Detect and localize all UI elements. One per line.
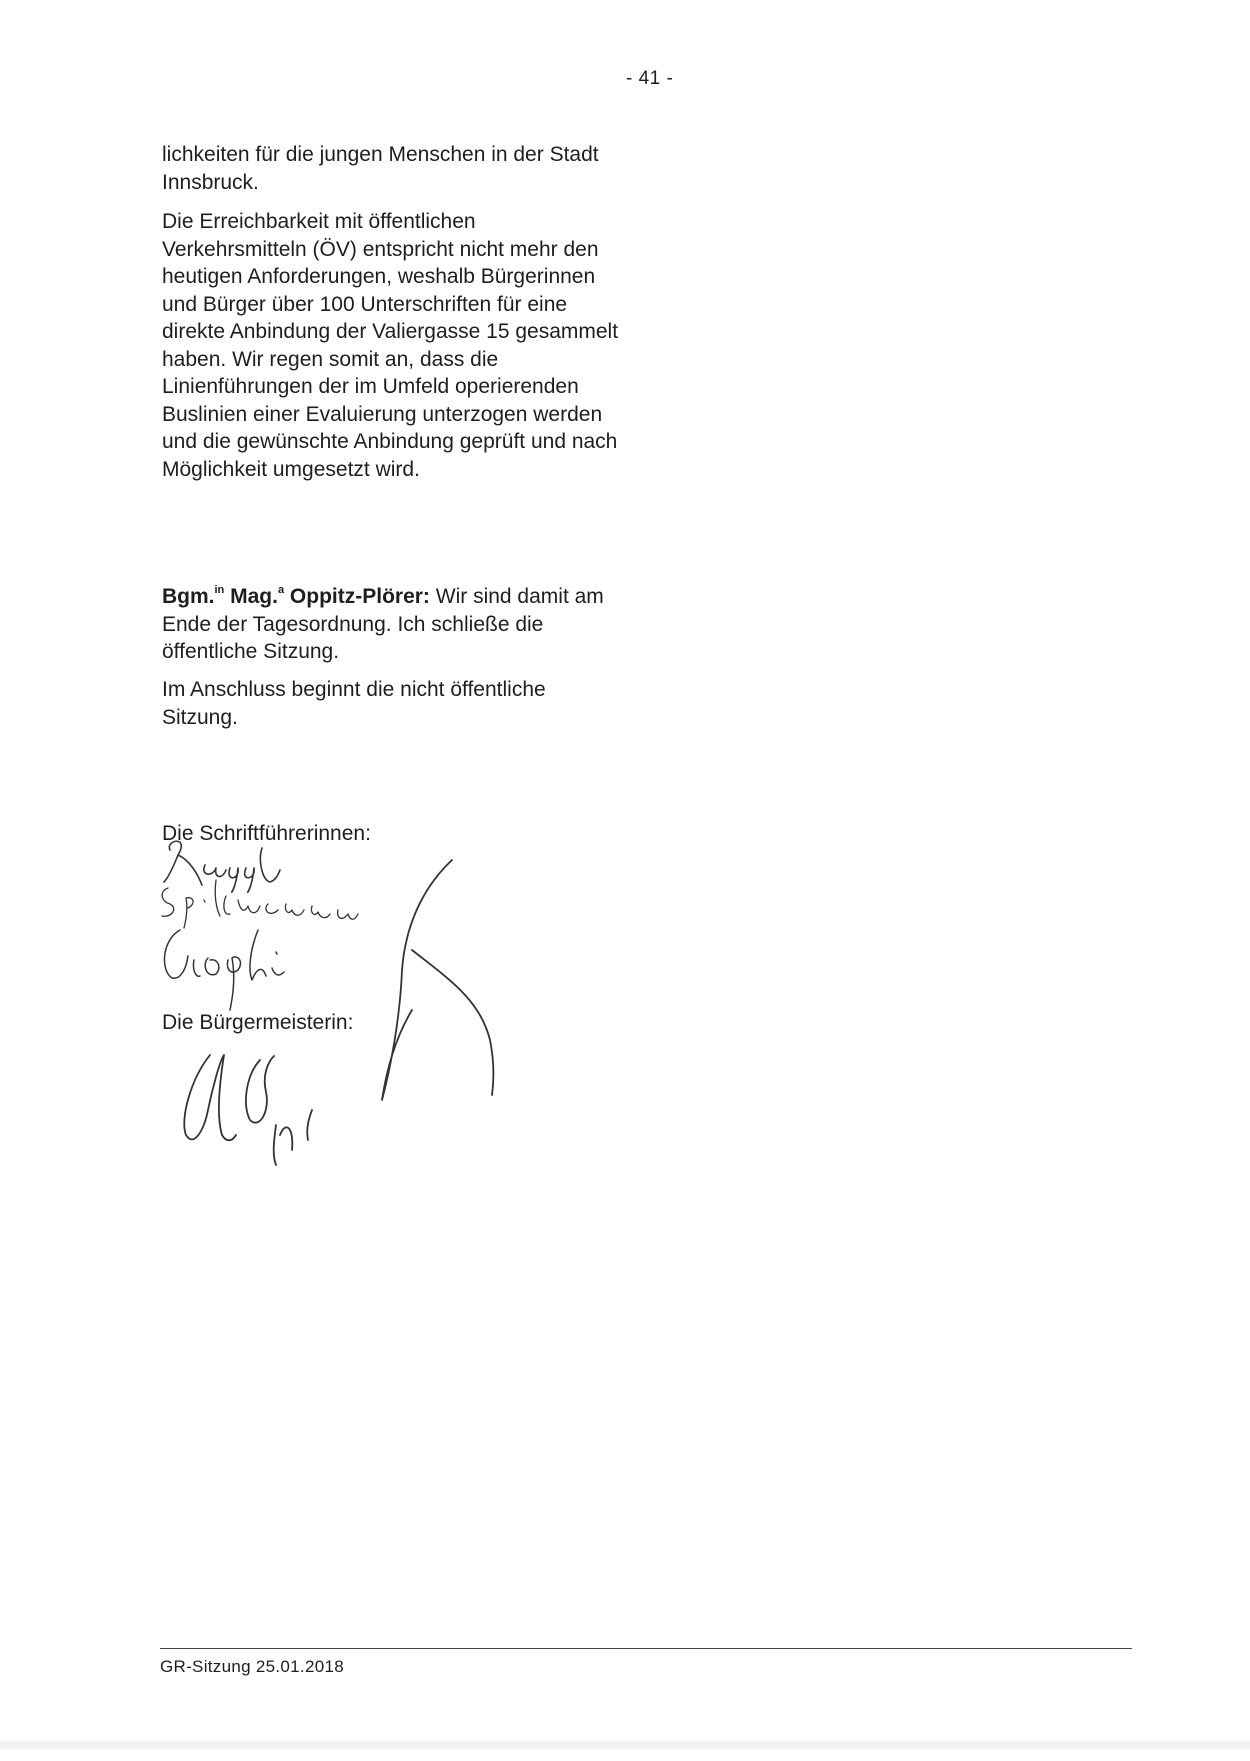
speaker-statement: Wir sind damit am Ende der Tagesordnung. Ich schließe die öffentliche Sitzung.: [162, 585, 604, 663]
footer-text: GR-Sitzung 25.01.2018: [160, 1657, 344, 1676]
paragraph-1-text: lichkeiten für die jungen Menschen in der Stadt Innsbruck.: [162, 143, 599, 194]
paragraph-3-text: [162, 583, 622, 666]
speaker-degree: Mag.: [224, 585, 278, 608]
paragraph-3: [162, 583, 622, 666]
signature-raggl: [164, 841, 280, 892]
signature-giorgi: [164, 930, 284, 1010]
speaker-title: Bgm.: [162, 585, 215, 608]
signature-mayor: [184, 860, 493, 1165]
speaker-surname: Oppitz-Plörer:: [284, 585, 430, 608]
paragraph-4: [162, 676, 622, 731]
speaker-degree-sup: a: [277, 584, 285, 596]
signature-spielmann: [162, 880, 358, 928]
signature-label-mayor: Die Bürgermeisterin:: [162, 1011, 354, 1034]
paragraph-2: [162, 208, 622, 483]
paragraph-1: [162, 141, 622, 196]
scan-edge: [0, 1741, 1250, 1749]
signature-label-writers: Die Schriftführerinnen:: [162, 822, 371, 845]
footer-divider: [160, 1648, 1132, 1649]
handwritten-signatures: [150, 830, 580, 1170]
paragraph-4-text: Im Anschluss beginnt die nicht öffentliche Sitzung.: [162, 678, 546, 729]
speaker-title-sup: in: [214, 584, 225, 596]
speaker-name: [162, 585, 430, 608]
page-number: - 41 -: [626, 68, 674, 89]
paragraph-2-text: Die Erreichbarkeit mit öffentlichen Verkehrsmitteln (ÖV) entspricht nicht mehr den heutigen Anforderungen, weshalb Bürgerinnen und Bürger über 100 Unterschriften für eine direkte Anbindung der Valiergasse 15 gesammelt haben. Wir regen somit an, dass die Linienführungen der im Umfeld operierenden Buslinien einer Evaluierung unterzogen werden und die gewünschte Anbindung geprüft und nach Möglichkeit umgesetzt wird.: [162, 210, 619, 481]
